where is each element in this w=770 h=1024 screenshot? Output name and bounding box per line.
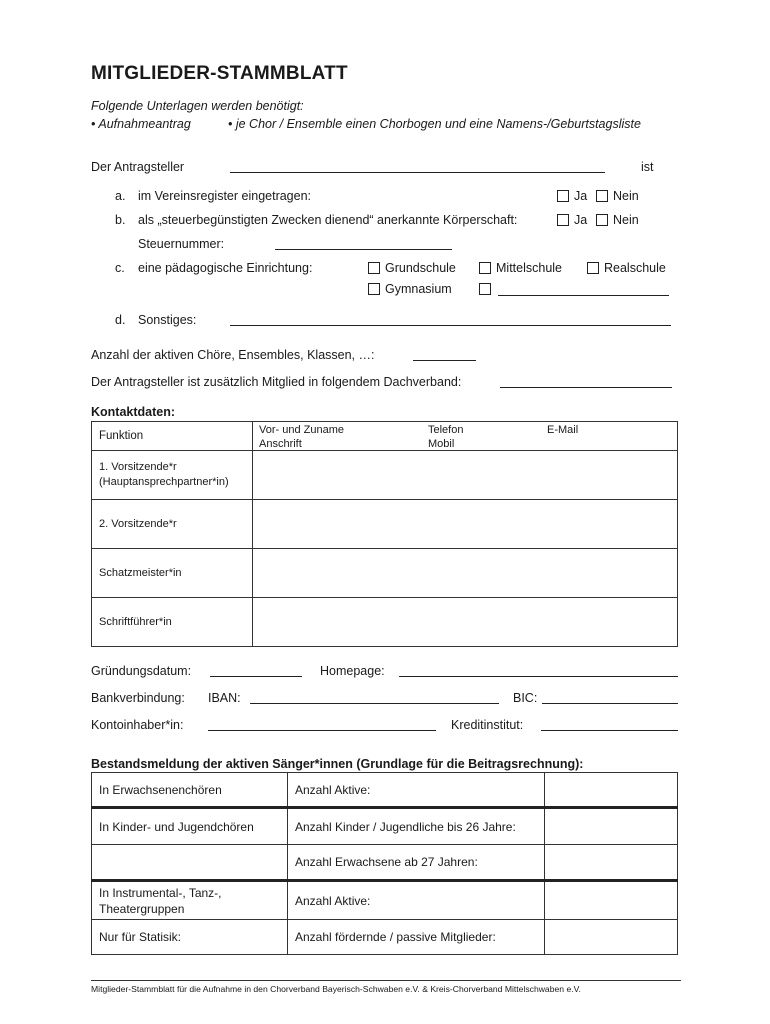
census-table	[91, 772, 678, 955]
umbrella-field[interactable]	[500, 387, 672, 388]
function-sublabel: (Hauptansprechpartner*in)	[99, 476, 229, 488]
contact-header-cells	[253, 422, 678, 451]
census-value-cell[interactable]	[545, 920, 678, 955]
col-email: E-Mail	[547, 424, 579, 436]
founded-label: Gründungsdatum:	[91, 664, 192, 678]
school-option-4[interactable]	[368, 282, 452, 296]
census-count-label: Anzahl fördernde / passive Mitglieder:	[288, 920, 545, 955]
contact-entry-cell[interactable]	[253, 549, 678, 598]
table-row	[92, 920, 678, 955]
census-category: In Kinder- und Jugendchören	[92, 808, 288, 845]
item-c-text: eine pädagogische Einrichtung:	[138, 261, 313, 275]
no-label: Nein	[613, 213, 639, 227]
census-category-line2: Theatergruppen	[99, 901, 185, 916]
no-label: Nein	[613, 189, 639, 203]
yes-label: Ja	[574, 213, 588, 227]
contact-entry-cell[interactable]	[253, 451, 678, 500]
table-row	[92, 549, 678, 598]
contact-entry-cell[interactable]	[253, 598, 678, 647]
school-option-2[interactable]	[479, 261, 562, 275]
item-b-yes[interactable]	[557, 213, 587, 227]
col-phone	[428, 423, 463, 451]
census-heading: Bestandsmeldung der aktiven Sänger*innen (Grundlage für die Beitragsrechnung):	[91, 757, 584, 771]
table-row	[92, 881, 678, 920]
census-category	[92, 845, 288, 881]
item-b-no[interactable]	[596, 213, 639, 227]
active-count-field[interactable]	[413, 360, 476, 361]
census-category-line1: In Instrumental-, Tanz-,	[99, 885, 222, 900]
institute-label: Kreditinstitut:	[451, 718, 524, 732]
founded-field[interactable]	[210, 676, 302, 677]
census-count-label: Anzahl Aktive:	[288, 881, 545, 920]
iban-field[interactable]	[250, 703, 499, 704]
col-name-line1: Vor- und Zuname	[259, 424, 344, 436]
table-row	[92, 598, 678, 647]
contact-entry-cell[interactable]	[253, 500, 678, 549]
contact-header-row	[92, 422, 678, 451]
census-category: In Erwachsenenchören	[92, 773, 288, 808]
requirement-item-1: • Aufnahmeantrag	[91, 117, 191, 131]
holder-field[interactable]	[208, 730, 436, 731]
contact-heading: Kontaktdaten:	[91, 405, 176, 419]
item-d-letter: d.	[115, 313, 126, 327]
active-count-label: Anzahl der aktiven Chöre, Ensembles, Klassen, …:	[91, 348, 375, 362]
other-school-field[interactable]	[498, 295, 669, 296]
census-value-cell[interactable]	[545, 808, 678, 845]
homepage-label: Homepage:	[320, 664, 385, 678]
footer-divider	[91, 980, 681, 981]
institute-field[interactable]	[541, 730, 678, 731]
table-row	[92, 808, 678, 845]
item-a-text: im Vereinsregister eingetragen:	[138, 189, 312, 203]
function-label: 1. Vorsitzende*r	[99, 461, 177, 473]
census-category: Nur für Statisik:	[92, 920, 288, 955]
school-label-3: Realschule	[604, 261, 666, 275]
page-title: MITGLIEDER-STAMMBLATT	[91, 63, 348, 84]
table-row	[92, 500, 678, 549]
item-b-letter: b.	[115, 213, 126, 227]
checkbox-gymnasium[interactable]	[368, 283, 380, 295]
census-count-label: Anzahl Erwachsene ab 27 Jahren:	[288, 845, 545, 881]
checkbox-grundschule[interactable]	[368, 262, 380, 274]
census-category	[92, 881, 288, 920]
bic-field[interactable]	[542, 703, 678, 704]
bic-label: BIC:	[513, 691, 538, 705]
holder-label: Kontoinhaber*in:	[91, 718, 184, 732]
row-function	[92, 451, 253, 500]
other-field[interactable]	[230, 325, 671, 326]
school-label-2: Mittelschule	[496, 261, 562, 275]
table-row	[92, 773, 678, 808]
table-row	[92, 451, 678, 500]
iban-label: IBAN:	[208, 691, 241, 705]
checkbox-b-yes[interactable]	[557, 214, 569, 226]
homepage-field[interactable]	[399, 676, 678, 677]
item-d-text: Sonstiges:	[138, 313, 197, 327]
col-name-line2: Anschrift	[259, 438, 302, 450]
yes-label: Ja	[574, 189, 588, 203]
umbrella-label: Der Antragsteller ist zusätzlich Mitglied in folgendem Dachverband:	[91, 375, 462, 389]
footer-text: Mitglieder-Stammblatt für die Aufnahme in den Chorverband Bayerisch-Schwaben e.V. & Kreis-Chorverband Mittelschwaben e.V.	[91, 984, 581, 994]
row-function: 2. Vorsitzende*r	[92, 500, 253, 549]
bank-label: Bankverbindung:	[91, 691, 185, 705]
school-label-4: Gymnasium	[385, 282, 452, 296]
checkbox-realschule[interactable]	[587, 262, 599, 274]
requirement-item-2: • je Chor / Ensemble einen Chorbogen und eine Namens-/Geburtstagsliste	[228, 117, 641, 131]
requirements-heading: Folgende Unterlagen werden benötigt:	[91, 99, 304, 113]
school-option-3[interactable]	[587, 261, 666, 275]
checkbox-mittelschule[interactable]	[479, 262, 491, 274]
tax-number-field[interactable]	[275, 249, 452, 250]
contact-table	[91, 421, 678, 647]
checkbox-a-no[interactable]	[596, 190, 608, 202]
col-function: Funktion	[92, 422, 253, 451]
applicant-name-field[interactable]	[230, 172, 605, 173]
checkbox-a-yes[interactable]	[557, 190, 569, 202]
census-count-label: Anzahl Aktive:	[288, 773, 545, 808]
col-phone-line2: Mobil	[428, 438, 455, 450]
applicant-label: Der Antragsteller	[91, 160, 185, 174]
row-function: Schriftführer*in	[92, 598, 253, 647]
item-c-letter: c.	[115, 261, 125, 275]
row-function: Schatzmeister*in	[92, 549, 253, 598]
item-a-letter: a.	[115, 189, 126, 203]
checkbox-other-school[interactable]	[479, 283, 491, 295]
tax-number-label: Steuernummer:	[138, 237, 225, 251]
col-phone-line1: Telefon	[428, 424, 464, 436]
applicant-suffix: ist	[641, 160, 654, 174]
census-value-cell[interactable]	[545, 845, 678, 881]
item-b-text: als „steuerbegünstigten Zwecken dienend“ anerkannte Körperschaft:	[138, 213, 518, 227]
census-value-cell[interactable]	[545, 881, 678, 920]
school-option-1[interactable]	[368, 261, 456, 275]
school-option-other[interactable]	[479, 282, 496, 296]
census-value-cell[interactable]	[545, 773, 678, 808]
col-name	[259, 423, 344, 451]
item-a-no[interactable]	[596, 189, 639, 203]
table-row	[92, 845, 678, 881]
school-label-1: Grundschule	[385, 261, 456, 275]
item-a-yes[interactable]	[557, 189, 587, 203]
census-count-label: Anzahl Kinder / Jugendliche bis 26 Jahre:	[288, 808, 545, 845]
checkbox-b-no[interactable]	[596, 214, 608, 226]
